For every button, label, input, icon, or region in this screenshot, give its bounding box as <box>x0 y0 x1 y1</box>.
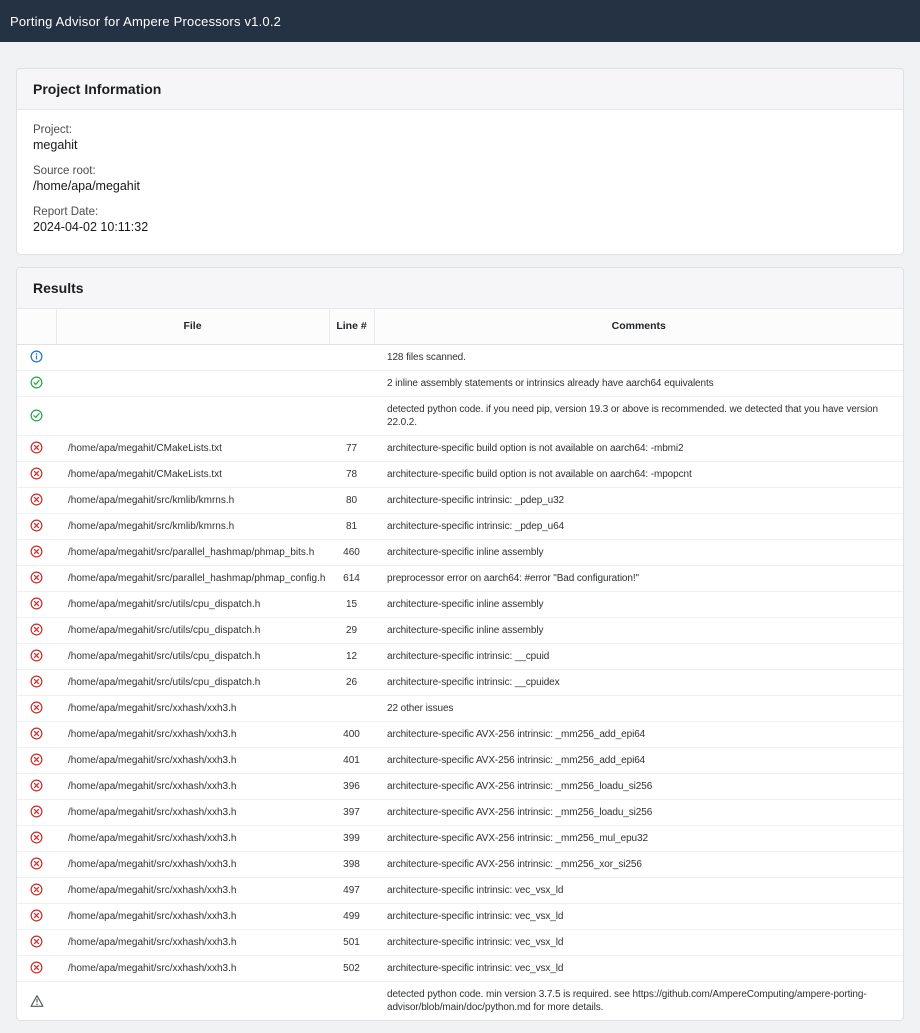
file-cell: /home/apa/megahit/src/xxhash/xxh3.h <box>56 799 329 825</box>
line-cell <box>329 695 374 721</box>
table-row <box>17 513 903 539</box>
x-circle-icon <box>17 565 56 591</box>
line-cell <box>329 981 374 1020</box>
table-row <box>17 643 903 669</box>
file-cell: /home/apa/megahit/src/xxhash/xxh3.h <box>56 877 329 903</box>
report-date-value: 2024-04-02 10:11:32 <box>33 220 149 234</box>
comment-cell: preprocessor error on aarch64: #error "Bad configuration!" <box>374 565 903 591</box>
comment-cell: architecture-specific AVX-256 intrinsic: _mm256_loadu_si256 <box>374 773 903 799</box>
line-cell: 26 <box>329 669 374 695</box>
comment-cell: architecture-specific inline assembly <box>374 591 903 617</box>
table-row <box>17 851 903 877</box>
file-cell <box>56 344 329 370</box>
comment-cell: architecture-specific intrinsic: vec_vsx_ld <box>374 955 903 981</box>
file-cell: /home/apa/megahit/src/utils/cpu_dispatch.h <box>56 591 329 617</box>
comment-cell: 2 inline assembly statements or intrinsics already have aarch64 equivalents <box>374 370 903 396</box>
comment-cell: 22 other issues <box>374 695 903 721</box>
table-row <box>17 487 903 513</box>
comment-cell: detected python code. if you need pip, version 19.3 or above is recommended. we detected that you have version 22.0.2. <box>374 396 903 435</box>
line-cell <box>329 396 374 435</box>
x-circle-icon <box>17 955 56 981</box>
file-cell: /home/apa/megahit/src/utils/cpu_dispatch.h <box>56 669 329 695</box>
comment-cell: architecture-specific intrinsic: _pdep_u64 <box>374 513 903 539</box>
line-cell: 77 <box>329 435 374 461</box>
line-cell: 499 <box>329 903 374 929</box>
table-row <box>17 721 903 747</box>
report-date-label: Report Date: <box>33 206 99 218</box>
comment-cell: architecture-specific inline assembly <box>374 539 903 565</box>
line-cell: 80 <box>329 487 374 513</box>
line-cell: 78 <box>329 461 374 487</box>
column-header-file: File <box>56 309 329 344</box>
table-row <box>17 396 903 435</box>
warning-triangle-icon <box>17 981 56 1020</box>
x-circle-icon <box>17 539 56 565</box>
comment-cell: architecture-specific inline assembly <box>374 617 903 643</box>
table-row <box>17 981 903 1020</box>
line-cell: 501 <box>329 929 374 955</box>
comment-cell: architecture-specific intrinsic: vec_vsx_ld <box>374 929 903 955</box>
table-row <box>17 825 903 851</box>
line-cell: 396 <box>329 773 374 799</box>
table-row <box>17 877 903 903</box>
x-circle-icon <box>17 825 56 851</box>
x-circle-icon <box>17 747 56 773</box>
results-card <box>16 267 904 1021</box>
results-title: Results <box>33 280 84 296</box>
line-cell <box>329 344 374 370</box>
results-table <box>17 309 903 1020</box>
x-circle-icon <box>17 851 56 877</box>
file-cell: /home/apa/megahit/src/xxhash/xxh3.h <box>56 903 329 929</box>
file-cell: /home/apa/megahit/src/xxhash/xxh3.h <box>56 695 329 721</box>
table-row <box>17 435 903 461</box>
x-circle-icon <box>17 513 56 539</box>
file-cell: /home/apa/megahit/CMakeLists.txt <box>56 435 329 461</box>
line-cell: 400 <box>329 721 374 747</box>
table-row <box>17 461 903 487</box>
comment-cell: architecture-specific AVX-256 intrinsic: _mm256_add_epi64 <box>374 721 903 747</box>
report-date-field <box>33 206 887 234</box>
file-cell: /home/apa/megahit/src/xxhash/xxh3.h <box>56 773 329 799</box>
x-circle-icon <box>17 773 56 799</box>
file-cell: /home/apa/megahit/src/utils/cpu_dispatch.h <box>56 617 329 643</box>
report-page <box>0 42 920 1033</box>
check-circle-icon <box>17 370 56 396</box>
table-row <box>17 799 903 825</box>
table-row <box>17 695 903 721</box>
x-circle-icon <box>17 487 56 513</box>
results-card-header <box>17 268 903 309</box>
project-info-card <box>16 68 904 255</box>
x-circle-icon <box>17 591 56 617</box>
x-circle-icon <box>17 695 56 721</box>
file-cell: /home/apa/megahit/src/utils/cpu_dispatch.h <box>56 643 329 669</box>
table-row <box>17 929 903 955</box>
line-cell: 497 <box>329 877 374 903</box>
project-info-title: Project Information <box>33 81 162 97</box>
x-circle-icon <box>17 617 56 643</box>
x-circle-icon <box>17 929 56 955</box>
table-row <box>17 955 903 981</box>
x-circle-icon <box>17 669 56 695</box>
source-root-label: Source root: <box>33 165 96 177</box>
project-info-card-header <box>17 69 903 110</box>
comment-cell: architecture-specific AVX-256 intrinsic: _mm256_xor_si256 <box>374 851 903 877</box>
file-cell: /home/apa/megahit/src/kmlib/kmrns.h <box>56 487 329 513</box>
line-cell: 401 <box>329 747 374 773</box>
comment-cell: architecture-specific build option is not available on aarch64: -mbmi2 <box>374 435 903 461</box>
table-row <box>17 370 903 396</box>
comment-cell: architecture-specific intrinsic: vec_vsx_ld <box>374 903 903 929</box>
project-label: Project: <box>33 124 72 136</box>
x-circle-icon <box>17 799 56 825</box>
file-cell: /home/apa/megahit/CMakeLists.txt <box>56 461 329 487</box>
line-cell: 399 <box>329 825 374 851</box>
file-cell: /home/apa/megahit/src/kmlib/kmrns.h <box>56 513 329 539</box>
table-row <box>17 344 903 370</box>
table-row <box>17 539 903 565</box>
column-header-line: Line # <box>329 309 374 344</box>
comment-cell: architecture-specific intrinsic: vec_vsx_ld <box>374 877 903 903</box>
x-circle-icon <box>17 721 56 747</box>
file-cell <box>56 370 329 396</box>
table-row <box>17 617 903 643</box>
check-circle-icon <box>17 396 56 435</box>
file-cell: /home/apa/megahit/src/xxhash/xxh3.h <box>56 929 329 955</box>
file-cell: /home/apa/megahit/src/xxhash/xxh3.h <box>56 721 329 747</box>
table-row <box>17 747 903 773</box>
x-circle-icon <box>17 877 56 903</box>
line-cell: 12 <box>329 643 374 669</box>
line-cell <box>329 370 374 396</box>
app-title: Porting Advisor for Ampere Processors v1.0.2 <box>10 13 282 29</box>
comment-cell: detected python code. min version 3.7.5 is required. see https://github.com/AmpereComputing/ampere-porting-advisor/blob/main/doc/python.md for more details. <box>374 981 903 1020</box>
project-info-body <box>17 110 903 254</box>
line-cell: 502 <box>329 955 374 981</box>
column-header-status <box>17 309 56 344</box>
x-circle-icon <box>17 461 56 487</box>
column-header-comments: Comments <box>374 309 903 344</box>
project-value: megahit <box>33 138 78 152</box>
file-cell: /home/apa/megahit/src/xxhash/xxh3.h <box>56 825 329 851</box>
table-row <box>17 565 903 591</box>
table-row <box>17 669 903 695</box>
file-cell: /home/apa/megahit/src/xxhash/xxh3.h <box>56 955 329 981</box>
line-cell: 614 <box>329 565 374 591</box>
table-row <box>17 903 903 929</box>
x-circle-icon <box>17 643 56 669</box>
x-circle-icon <box>17 435 56 461</box>
file-cell: /home/apa/megahit/src/parallel_hashmap/phmap_config.h <box>56 565 329 591</box>
line-cell: 29 <box>329 617 374 643</box>
file-cell: /home/apa/megahit/src/xxhash/xxh3.h <box>56 851 329 877</box>
file-cell <box>56 981 329 1020</box>
source-root-field <box>33 165 887 193</box>
table-header-row <box>17 309 903 344</box>
comment-cell: architecture-specific intrinsic: __cpuid <box>374 643 903 669</box>
comment-cell: architecture-specific intrinsic: __cpuidex <box>374 669 903 695</box>
line-cell: 397 <box>329 799 374 825</box>
comment-cell: architecture-specific intrinsic: _pdep_u32 <box>374 487 903 513</box>
table-row <box>17 591 903 617</box>
file-cell: /home/apa/megahit/src/xxhash/xxh3.h <box>56 747 329 773</box>
file-cell <box>56 396 329 435</box>
comment-cell: architecture-specific AVX-256 intrinsic: _mm256_add_epi64 <box>374 747 903 773</box>
source-root-value: /home/apa/megahit <box>33 179 141 193</box>
app-header <box>0 0 920 42</box>
table-row <box>17 773 903 799</box>
file-cell: /home/apa/megahit/src/parallel_hashmap/phmap_bits.h <box>56 539 329 565</box>
project-field <box>33 124 887 152</box>
line-cell: 81 <box>329 513 374 539</box>
comment-cell: 128 files scanned. <box>387 351 466 363</box>
info-circle-icon <box>17 344 56 370</box>
comment-cell: architecture-specific build option is not available on aarch64: -mpopcnt <box>374 461 903 487</box>
x-circle-icon <box>17 903 56 929</box>
line-cell: 460 <box>329 539 374 565</box>
line-cell: 15 <box>329 591 374 617</box>
comment-cell: architecture-specific AVX-256 intrinsic: _mm256_mul_epu32 <box>374 825 903 851</box>
line-cell: 398 <box>329 851 374 877</box>
comment-cell: architecture-specific AVX-256 intrinsic: _mm256_loadu_si256 <box>374 799 903 825</box>
